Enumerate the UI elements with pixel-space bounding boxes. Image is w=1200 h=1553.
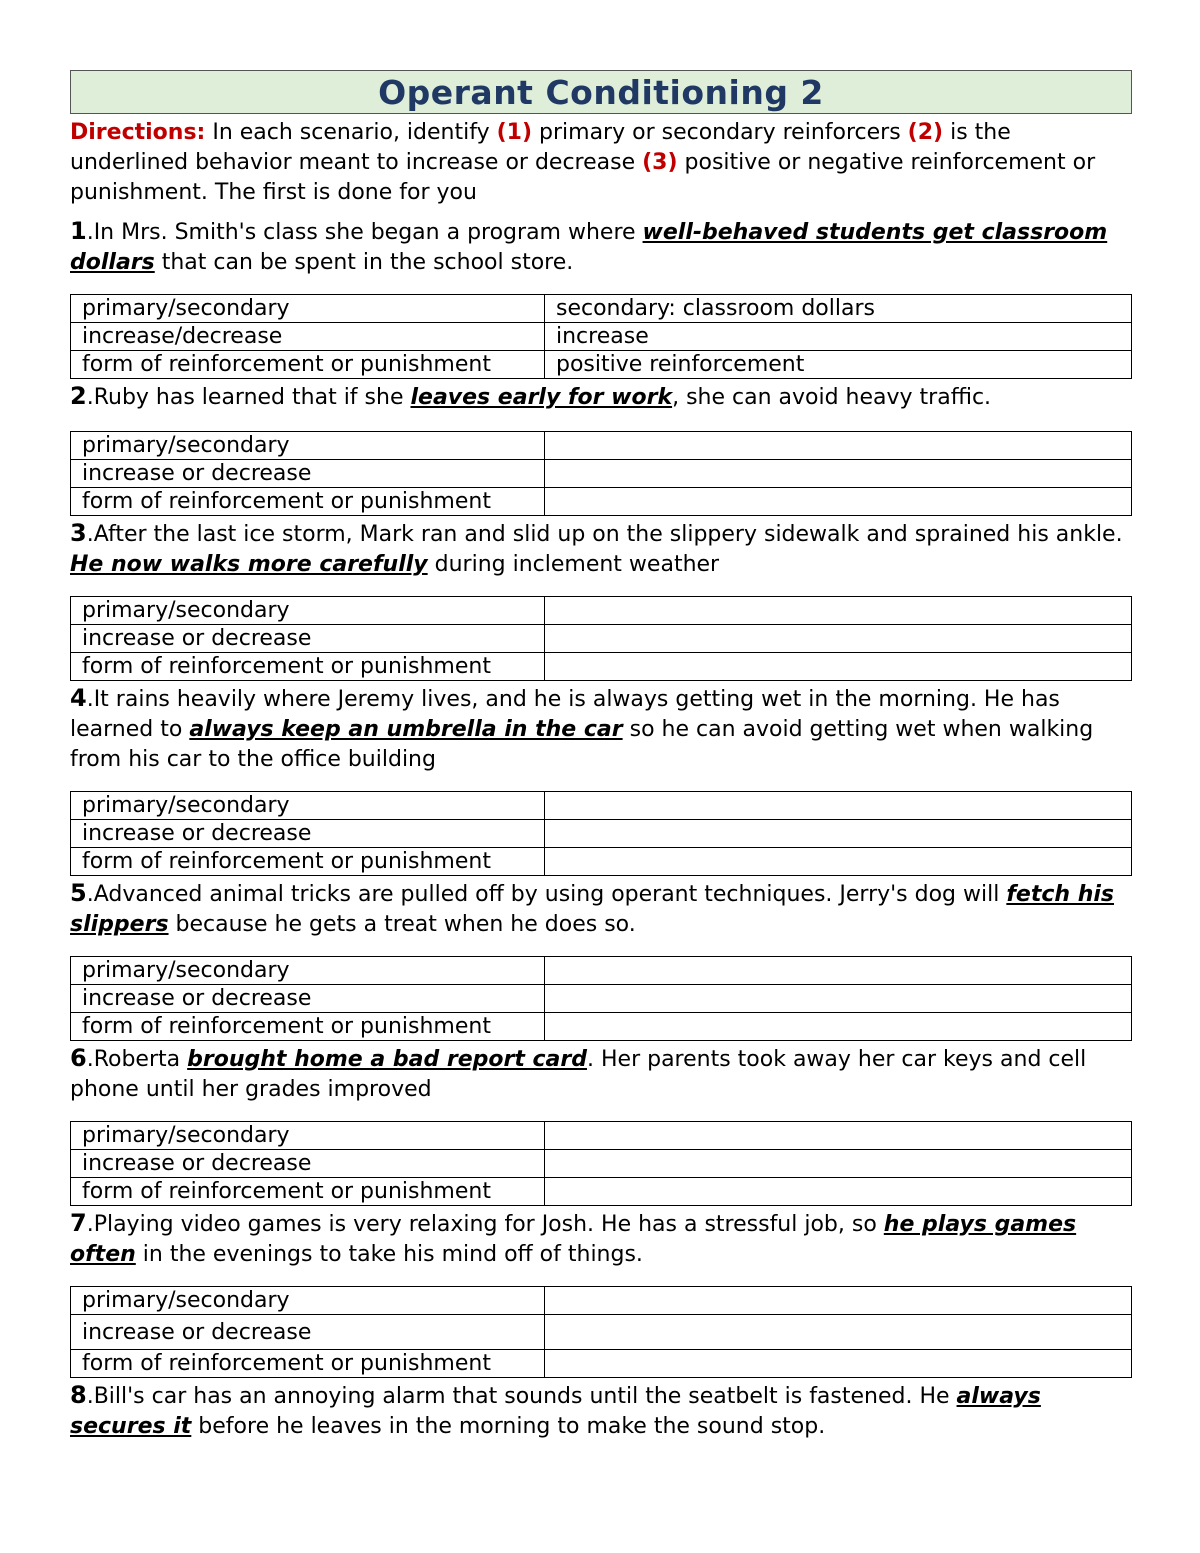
table-row [71, 351, 1132, 379]
row-label: primary/secondary [71, 1122, 545, 1150]
answer-cell[interactable]: secondary: classroom dollars [545, 295, 1132, 323]
table-row [71, 848, 1132, 876]
table-row [71, 1178, 1132, 1206]
row-label: increase or decrease [71, 1150, 545, 1178]
behavior-text: always secures it [70, 1384, 1041, 1439]
row-label: primary/secondary [71, 1287, 545, 1315]
answer-table-6 [70, 1121, 1132, 1206]
row-label: primary/secondary [71, 432, 545, 460]
scenario-text: .Ruby has learned that if she [86, 385, 411, 410]
row-label: form of reinforcement or punishment [71, 653, 545, 681]
scenario-text: so he can avoid getting wet when walking from his car to the office building [70, 717, 1094, 772]
answer-table-4 [70, 791, 1132, 876]
answer-cell[interactable] [545, 432, 1132, 460]
answer-cell[interactable]: increase [545, 323, 1132, 351]
row-label: form of reinforcement or punishment [71, 1350, 545, 1378]
scenario-text: .Playing video games is very relaxing for Josh. He has a stressful job, so [86, 1212, 884, 1237]
behavior-text: he plays games often [70, 1212, 1077, 1267]
scenario-text: that can be spent in the school store. [154, 250, 574, 275]
answer-cell[interactable] [545, 820, 1132, 848]
marker-1: (1) [496, 120, 533, 145]
answer-cell[interactable] [545, 1013, 1132, 1041]
answer-cell[interactable] [545, 1350, 1132, 1378]
directions-label: Directions: [70, 120, 206, 145]
answer-table-5 [70, 956, 1132, 1041]
scenario-text: during inclement weather [427, 552, 720, 577]
answer-cell[interactable] [545, 653, 1132, 681]
table-row [71, 1315, 1132, 1350]
scenario-number: 4 [70, 684, 87, 712]
answer-table-1 [70, 294, 1132, 379]
worksheet [70, 70, 1132, 1442]
table-row [71, 957, 1132, 985]
table-row [71, 488, 1132, 516]
answer-cell[interactable] [545, 1178, 1132, 1206]
row-label: primary/secondary [71, 957, 545, 985]
scenario-text: .Roberta [86, 1047, 188, 1072]
table-row [71, 792, 1132, 820]
scenario-number: 8 [70, 1381, 87, 1409]
answer-cell[interactable] [545, 1287, 1132, 1315]
table-row [71, 1287, 1132, 1315]
scenario-6 [70, 1043, 1132, 1105]
table-row [71, 1122, 1132, 1150]
directions [70, 118, 1132, 208]
table-row [71, 1350, 1132, 1378]
table-row [71, 1150, 1132, 1178]
scenario-2 [70, 381, 1132, 413]
table-row [71, 460, 1132, 488]
row-label: increase or decrease [71, 625, 545, 653]
answer-cell[interactable] [545, 1150, 1132, 1178]
row-label: form of reinforcement or punishment [71, 1178, 545, 1206]
table-row [71, 323, 1132, 351]
directions-text: primary or secondary reinforcers [532, 120, 908, 145]
table-row [71, 597, 1132, 625]
answer-cell[interactable] [545, 792, 1132, 820]
marker-3: (3) [642, 150, 678, 175]
answer-table-3 [70, 596, 1132, 681]
scenario-text: .It rains heavily where Jeremy lives, and he is always getting wet in the morning. He has learned to [70, 687, 1060, 742]
scenario-text: .Advanced animal tricks are pulled off by using operant techniques. Jerry's dog will [86, 882, 1007, 907]
table-row [71, 295, 1132, 323]
row-label: increase or decrease [71, 460, 545, 488]
table-row [71, 1013, 1132, 1041]
answer-cell[interactable] [545, 848, 1132, 876]
row-label: form of reinforcement or punishment [71, 848, 545, 876]
scenario-7 [70, 1208, 1132, 1270]
scenario-number: 7 [70, 1209, 87, 1237]
row-label: increase or decrease [71, 820, 545, 848]
table-row [71, 985, 1132, 1013]
scenario-4 [70, 683, 1132, 775]
answer-cell[interactable] [545, 597, 1132, 625]
scenario-3 [70, 518, 1132, 580]
answer-cell[interactable] [545, 957, 1132, 985]
row-label: increase or decrease [71, 985, 545, 1013]
answer-table-2 [70, 431, 1132, 516]
row-label: form of reinforcement or punishment [71, 488, 545, 516]
behavior-text: fetch his slippers [70, 882, 1115, 937]
scenario-text: .In Mrs. Smith's class she began a program where [86, 220, 643, 245]
table-row [71, 653, 1132, 681]
marker-2: (2) [907, 120, 944, 145]
answer-cell[interactable] [545, 1122, 1132, 1150]
table-row [71, 625, 1132, 653]
scenario-number: 3 [70, 519, 87, 547]
answer-cell[interactable] [545, 460, 1132, 488]
scenario-number: 1 [70, 217, 87, 245]
scenario-text: before he leaves in the morning to make the sound stop. [191, 1414, 826, 1439]
scenario-text: .Bill's car has an annoying alarm that sounds until the seatbelt is fastened. He [86, 1384, 957, 1409]
scenario-8 [70, 1380, 1132, 1442]
behavior-text: brought home a bad report card [187, 1047, 587, 1072]
directions-text: is the underlined behavior meant to increase or decrease [70, 120, 1011, 175]
page-title: Operant Conditioning 2 [70, 70, 1132, 114]
scenario-text: because he gets a treat when he does so. [168, 912, 636, 937]
scenario-number: 2 [70, 382, 87, 410]
behavior-text: well-behaved students get classroom dollars [70, 220, 1108, 275]
row-label: primary/secondary [71, 597, 545, 625]
row-label: primary/secondary [71, 792, 545, 820]
table-row [71, 432, 1132, 460]
table-row [71, 820, 1132, 848]
row-label: increase or decrease [71, 1315, 545, 1350]
answer-cell[interactable] [545, 625, 1132, 653]
scenario-1 [70, 216, 1132, 278]
scenario-text: .After the last ice storm, Mark ran and slid up on the slippery sidewalk and sprained his ankle. [86, 522, 1123, 547]
answer-cell[interactable] [545, 985, 1132, 1013]
scenario-number: 5 [70, 879, 87, 907]
row-label: increase/decrease [71, 323, 545, 351]
directions-text: positive or negative reinforcement or punishment. The first is done for you [70, 150, 1096, 205]
answer-cell[interactable] [545, 488, 1132, 516]
answer-cell[interactable]: positive reinforcement [545, 351, 1132, 379]
directions-text: In each scenario, identify [205, 120, 497, 145]
scenario-5 [70, 878, 1132, 940]
answer-table-7 [70, 1286, 1132, 1378]
scenario-text: . Her parents took away her car keys and cell phone until her grades improved [70, 1047, 1087, 1102]
row-label: form of reinforcement or punishment [71, 351, 545, 379]
answer-cell[interactable] [545, 1315, 1132, 1350]
behavior-text: leaves early for work [410, 385, 673, 410]
row-label: primary/secondary [71, 295, 545, 323]
scenario-number: 6 [70, 1044, 87, 1072]
row-label: form of reinforcement or punishment [71, 1013, 545, 1041]
scenario-text: in the evenings to take his mind off of things. [135, 1242, 643, 1267]
scenario-text: , she can avoid heavy traffic. [672, 385, 992, 410]
behavior-text: He now walks more carefully [70, 552, 428, 577]
behavior-text: always keep an umbrella in the car [189, 717, 623, 742]
